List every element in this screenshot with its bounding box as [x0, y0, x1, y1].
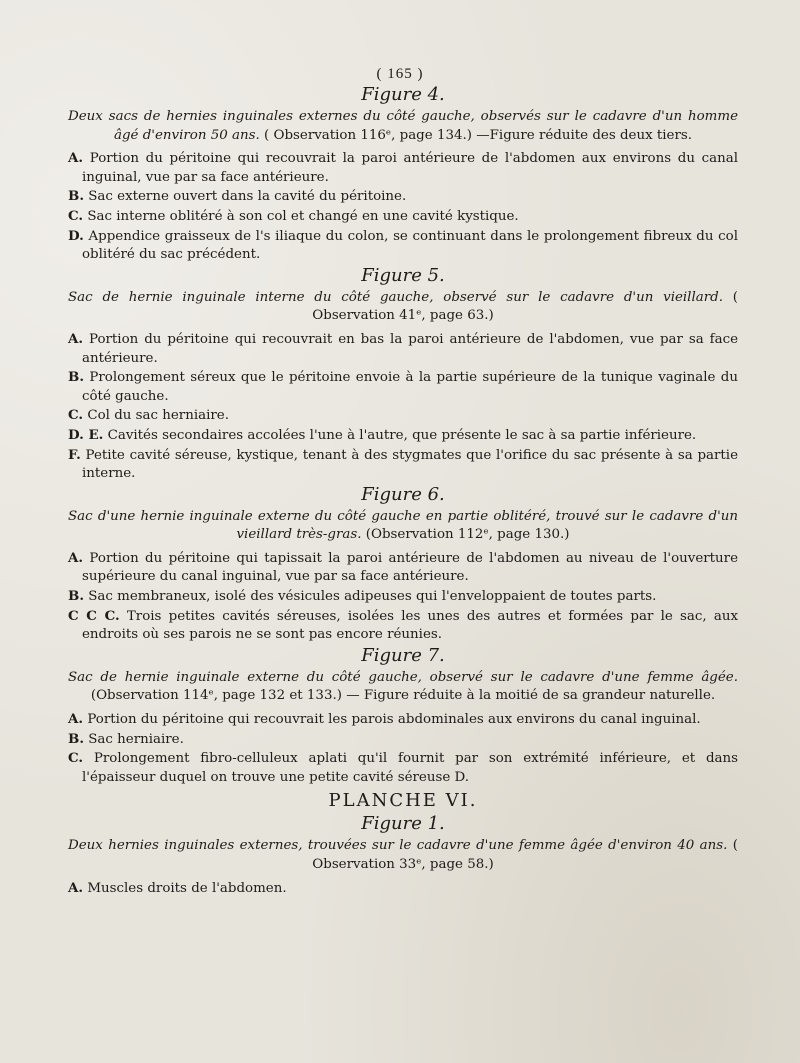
- figure-caption: [68, 837, 738, 874]
- legend-item: [68, 368, 738, 406]
- legend-text: Appendice graisseux de l's iliaque du colon, se continuant dans le prolongement fibreux du col oblitéré du sac précédent.: [82, 228, 738, 263]
- legend-key: B.: [68, 730, 84, 747]
- text-stack: [68, 84, 738, 898]
- legend-item: [68, 426, 738, 446]
- figure-title: Figure 6.: [361, 483, 445, 505]
- legend-text: Portion du péritoine qui tapissait la paroi antérieure de l'abdomen au niveau de l'ouverture supérieure du canal inguinal, vue par sa face antérieure.: [82, 550, 738, 585]
- legend-text: Sac interne oblitéré à son col et changé en une cavité kystique.: [83, 208, 519, 224]
- legend-key: B.: [68, 588, 84, 605]
- plate-vi-section: [68, 789, 738, 898]
- legend-text: Sac externe ouvert dans la cavité du péritoine.: [83, 189, 407, 205]
- legend-text: Sac herniaire.: [83, 731, 184, 747]
- legend-key: A.: [68, 879, 84, 896]
- legend-text: Trois petites cavités séreuses, isolées les unes des autres et formées par le sac, aux endroits où ses parois ne se sont pas encore réunies.: [82, 608, 738, 643]
- legend-item: [68, 730, 738, 750]
- legend-key: A.: [68, 711, 84, 728]
- legend-item: [68, 879, 738, 899]
- caption-italic: Deux hernies inguinales externes, trouvées sur le cadavre d'une femme âgée d'environ 40 ans.: [68, 838, 728, 854]
- legend-key: C C C.: [68, 607, 120, 624]
- caption-reference: (Observation 112ᵉ, page 130.): [361, 527, 570, 543]
- legend-key: B.: [68, 369, 84, 386]
- legend-item: [68, 749, 738, 787]
- caption-italic: Sac de hernie inguinale externe du côté gauche, observé sur le cadavre d'une femme âgée.: [68, 669, 738, 685]
- legend-key: D.: [68, 227, 84, 244]
- legend-item: [68, 587, 738, 607]
- figure-caption: [68, 108, 738, 145]
- legend-item: [68, 187, 738, 207]
- legend-item: [68, 549, 738, 587]
- legend-text: Petite cavité séreuse, kystique, tenant à des stygmates que l'orifice du sac présente à sa partie interne.: [80, 447, 738, 482]
- legend-key: C.: [68, 407, 84, 424]
- legend-key: B.: [68, 188, 84, 205]
- legend-item: [68, 710, 738, 730]
- legend-text: Sac membraneux, isolé des vésicules adipeuses qui l'enveloppaient de toutes parts.: [83, 589, 657, 605]
- legend-text: Prolongement fibro-celluleux aplati qu'il fournit par son extrémité inférieure, et dans l'épaisseur duquel on trouve une petite cavité séreuse D.: [82, 751, 738, 785]
- caption-reference: ( Observation 41ᵉ, page 63.): [312, 289, 738, 324]
- figure-title: Figure 7.: [361, 644, 445, 666]
- figure-5-section: [68, 265, 738, 484]
- legend-key: C.: [68, 207, 84, 224]
- figure-6-section: [68, 484, 738, 645]
- legend-key: F.: [68, 446, 81, 463]
- legend-item: [68, 330, 738, 368]
- figure-caption: [68, 669, 738, 706]
- figure-caption: [68, 508, 738, 545]
- legend-key: A.: [68, 549, 84, 566]
- caption-italic: Sac de hernie inguinale interne du côté gauche, observé sur le cadavre d'un vieillard.: [68, 289, 723, 305]
- legend-text: Cavités secondaires accolées l'une à l'autre, que présente le sac à sa partie inférieure.: [103, 427, 697, 443]
- page-number: ( 165 ): [376, 66, 424, 82]
- figure-7-section: [68, 645, 738, 788]
- legend-text: Portion du péritoine qui recouvrait en bas la paroi antérieure de l'abdomen, vue par sa face antérieure.: [82, 331, 738, 366]
- legend-item: [68, 406, 738, 426]
- caption-reference: (Observation 114ᵉ, page 132 et 133.) — Figure réduite à la moitié de sa grandeur naturelle.: [90, 688, 716, 704]
- legend-key: C.: [68, 750, 84, 767]
- figure-title: Figure 1.: [361, 813, 445, 835]
- legend-text: Muscles droits de l'abdomen.: [83, 880, 287, 896]
- figure-title: Figure 5.: [361, 264, 445, 286]
- figure-caption: [68, 289, 738, 326]
- figure-title: Figure 4.: [361, 84, 445, 105]
- legend-item: [68, 607, 738, 645]
- legend-key: A.: [68, 330, 84, 347]
- legend-item: [68, 207, 738, 227]
- legend-key: D. E.: [68, 426, 104, 443]
- caption-reference: ( Observation 116ᵉ, page 134.) —Figure réduite des deux tiers.: [259, 127, 693, 143]
- caption-italic: Sac d'une hernie inguinale externe du côté gauche en partie oblitéré, trouvé sur le cadavre d'un vieillard très-gras.: [68, 508, 738, 543]
- legend-item: [68, 446, 738, 484]
- legend-text: Portion du péritoine qui recouvrait la paroi antérieure de l'abdomen aux environs du canal inguinal, vue par sa face antérieure.: [82, 151, 738, 185]
- caption-italic: Deux sacs de hernies inguinales externes du côté gauche, observés sur le cadavre d'un homme âgé d'environ 50 ans.: [68, 109, 738, 143]
- legend-item: [68, 149, 738, 187]
- legend-item: [68, 227, 738, 265]
- legend-text: Prolongement séreux que le péritoine envoie à la partie supérieure de la tunique vaginale du côté gauche.: [82, 370, 738, 404]
- legend-key: A.: [68, 150, 84, 167]
- legend-text: Portion du péritoine qui recouvrait les parois abdominales aux environs du canal inguinal.: [83, 712, 701, 728]
- figure-4-section: [68, 84, 738, 265]
- legend-text: Col du sac herniaire.: [83, 408, 229, 424]
- caption-reference: ( Observation 33ᵉ, page 58.): [312, 838, 738, 872]
- plate-title: PLANCHE VI.: [328, 790, 478, 812]
